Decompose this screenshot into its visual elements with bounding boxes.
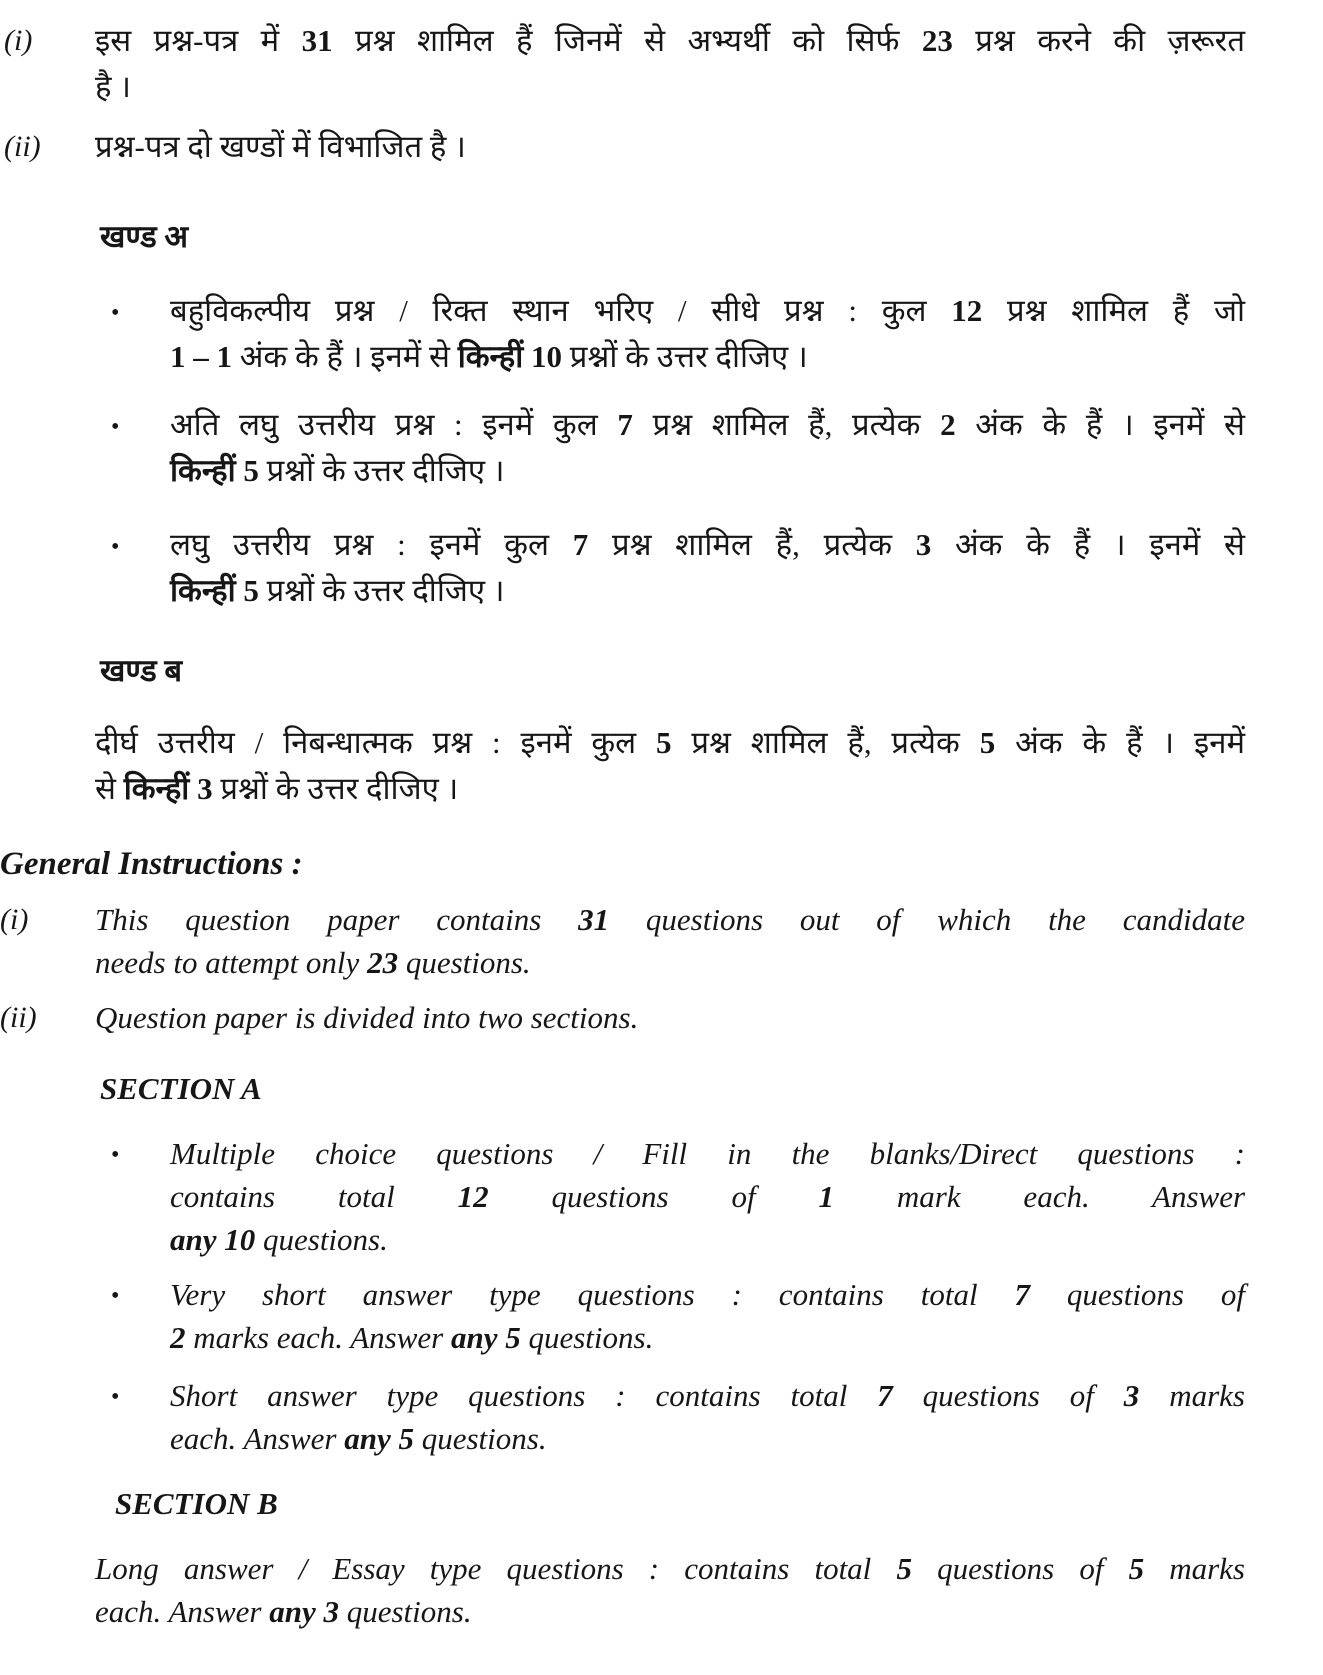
bullet-icon: • — [111, 1283, 120, 1309]
hindi-bullet-2-line-1: अति लघु उत्तरीय प्रश्न : इनमें कुल 7 प्रश्न शामिल हैं, प्रत्येक 2 अंक के हैं । इनमें से — [170, 407, 1245, 442]
english-section-b-line-1: Long answer / Essay type questions : contains total 5 questions of 5 marks — [95, 1551, 1245, 1586]
hindi-section-b-line-1: दीर्घ उत्तरीय / निबन्धात्मक प्रश्न : इनमें कुल 5 प्रश्न शामिल हैं, प्रत्येक 5 अंक के हैं । इनमें — [95, 725, 1245, 760]
hindi-instruction-ii — [4, 124, 1245, 170]
bullet-icon: • — [111, 300, 120, 326]
item-number: (ii) — [0, 1001, 37, 1034]
english-bullet-1-line-2: contains total 12 questions of 1 mark each. Answer — [170, 1179, 1246, 1214]
bullet-icon: • — [111, 414, 120, 440]
hindi-section-b-paragraph — [95, 720, 1245, 812]
english-instruction-ii — [0, 996, 1245, 1039]
hindi-section-b-heading: खण्ड ब — [100, 653, 183, 688]
bullet-icon: • — [111, 1384, 120, 1410]
item-number: (ii) — [4, 130, 41, 163]
english-bullet-3-line-2: each. Answer any 5 questions. — [170, 1421, 547, 1456]
hindi-instruction-ii-line-1: प्रश्न-पत्र दो खण्डों में विभाजित है । — [95, 129, 466, 164]
english-section-a-bullet-3 — [95, 1374, 1245, 1460]
hindi-instruction-i — [4, 18, 1245, 110]
english-bullet-1-line-1: Multiple choice questions / Fill in the blanks/Direct questions : — [170, 1136, 1245, 1171]
item-number: (i) — [4, 24, 33, 57]
hindi-instruction-i-line-2: है । — [95, 69, 131, 104]
hindi-bullet-3-line-1: लघु उत्तरीय प्रश्न : इनमें कुल 7 प्रश्न शामिल हैं, प्रत्येक 3 अंक के हैं । इनमें से — [170, 527, 1245, 562]
english-section-b-heading: SECTION B — [115, 1486, 278, 1521]
english-bullet-2-line-1: Very short answer type questions : contains total 7 questions of — [170, 1277, 1245, 1312]
hindi-instruction-i-line-1: इस प्रश्न-पत्र में 31 प्रश्न शामिल हैं जिनमें से अभ्यर्थी को सिर्फ 23 प्रश्न करने की ज़रूरत — [95, 23, 1245, 58]
hindi-bullet-2-line-2: किन्हीं 5 प्रश्नों के उत्तर दीजिए । — [170, 453, 505, 488]
bullet-icon: • — [111, 534, 120, 560]
english-section-a-bullet-1 — [95, 1132, 1245, 1261]
english-section-a-heading: SECTION A — [100, 1071, 262, 1106]
english-instruction-i-line-1: This question paper contains 31 questions out of which the candidate — [95, 902, 1245, 937]
hindi-bullet-3-line-2: किन्हीं 5 प्रश्नों के उत्तर दीजिए । — [170, 573, 505, 608]
item-number: (i) — [0, 903, 29, 936]
english-instruction-i — [0, 898, 1245, 984]
english-section-b-paragraph — [95, 1547, 1245, 1633]
english-bullet-1-line-3: any 10 questions. — [170, 1222, 388, 1257]
hindi-section-a-bullet-3 — [95, 522, 1245, 614]
english-bullet-2-line-2: 2 marks each. Answer any 5 questions. — [170, 1320, 654, 1355]
hindi-section-b-line-2: से किन्हीं 3 प्रश्नों के उत्तर दीजिए । — [95, 771, 459, 806]
english-general-instructions-heading: General Instructions : — [0, 846, 303, 882]
bullet-icon: • — [111, 1142, 120, 1168]
hindi-bullet-1-line-2: 1 – 1 अंक के हैं । इनमें से किन्हीं 10 प्रश्नों के उत्तर दीजिए । — [170, 339, 808, 374]
english-section-b-line-2: each. Answer any 3 questions. — [95, 1594, 472, 1629]
hindi-section-a-bullet-1 — [95, 288, 1245, 380]
hindi-bullet-1-line-1: बहुविकल्पीय प्रश्न / रिक्त स्थान भरिए / सीधे प्रश्न : कुल 12 प्रश्न शामिल हैं जो — [170, 293, 1245, 328]
english-bullet-3-line-1: Short answer type questions : contains total 7 questions of 3 marks — [170, 1378, 1245, 1413]
hindi-section-a-bullet-2 — [95, 402, 1245, 494]
english-section-a-bullet-2 — [95, 1273, 1245, 1359]
english-instruction-i-line-2: needs to attempt only 23 questions. — [95, 945, 531, 980]
english-instruction-ii-line-1: Question paper is divided into two sections. — [95, 1000, 639, 1035]
hindi-section-a-heading: खण्ड अ — [100, 219, 189, 254]
